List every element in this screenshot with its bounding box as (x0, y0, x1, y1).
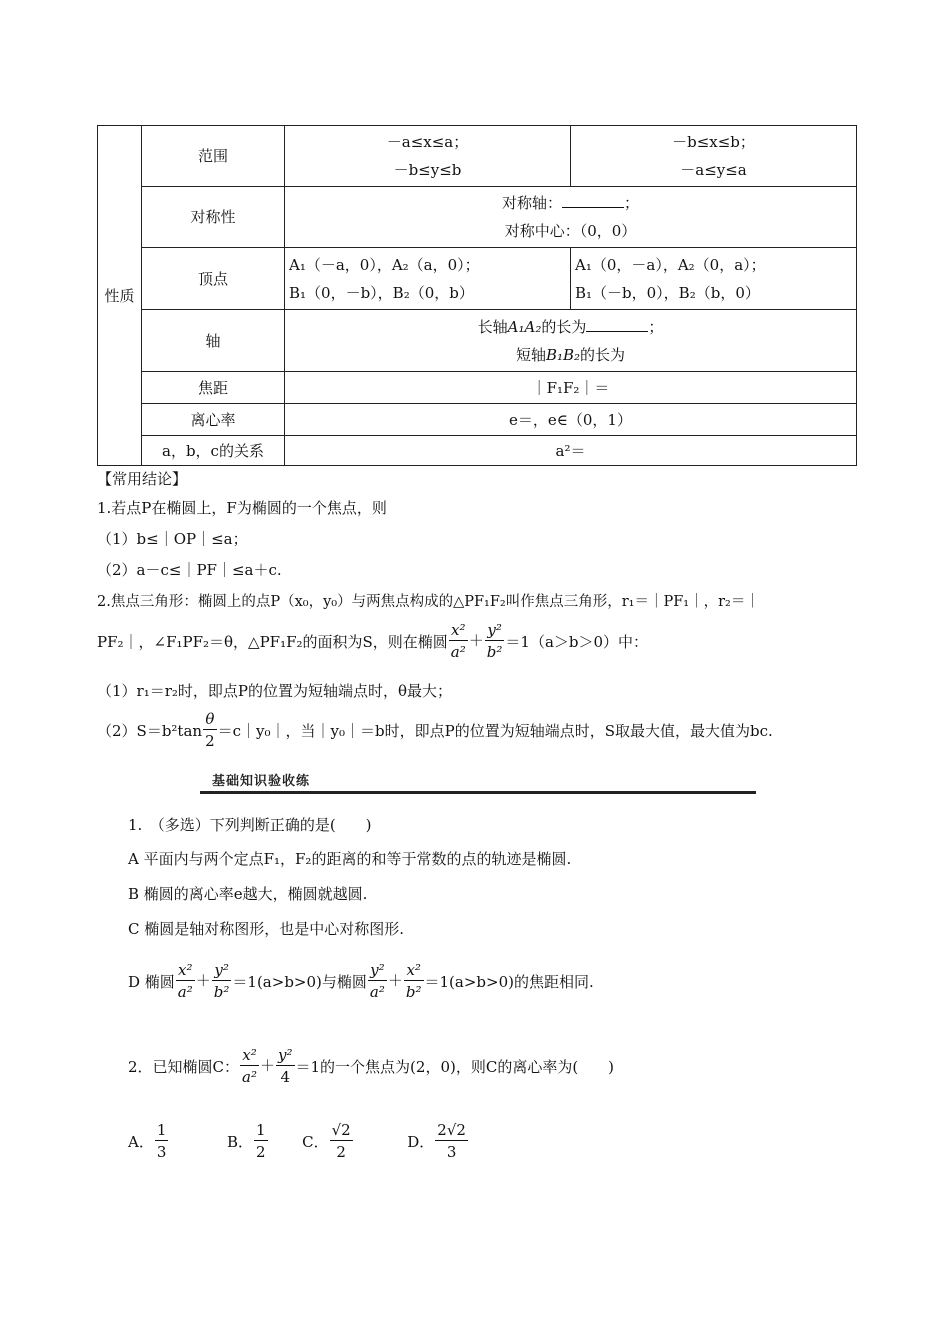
q1-option-d: D 椭圆 $\frac{\text{x²}}{\text{a²}}$ ＋ $\frac{\text{y²}}{\text{b²}}$ ＝1(a>b>0)与椭圆 $\frac{\text{y²}}{\text{a²}}$ ＋ $\frac{\text{x²}}{\text{b²}}$ ＝1(a>b>0)的焦距相同. (128, 961, 594, 1001)
properties-table (97, 125, 857, 466)
q2-option-a-label: A． (128, 1133, 154, 1151)
fraction-theta-2: $\frac{\theta}{2}$ (205, 710, 215, 750)
section-rule (200, 791, 756, 794)
section-banner (200, 770, 756, 794)
q1-option-b: B 椭圆的离心率e越大，椭圆就越圆. (128, 885, 368, 903)
q2-option-a-value: $\frac{1}{3}$ (156, 1121, 167, 1161)
fill-blank (586, 317, 648, 332)
range-left: －a≤x≤a； －b≤y≤b (285, 126, 571, 187)
vertex-left: A₁（－a，0），A₂（a，0）； B₁（0，－b），B₂（0，b） (285, 248, 571, 310)
row-header-properties: 性质 (98, 126, 142, 466)
section-title: 基础知识验收练 (212, 774, 311, 789)
axis-cell: 长轴A₁A₂的长为 ； 短轴B₁B₂的长为 (285, 310, 857, 372)
label-symmetry: 对称性 (142, 187, 285, 248)
fraction-y2-b2: $\frac{\text{y²}}{\text{b²}}$ (486, 621, 503, 661)
label-range: 范围 (142, 126, 285, 187)
conclusion-2-1: （1）r₁＝r₂时，即点P的位置为短轴端点时，θ最大； (97, 682, 453, 700)
q2-options (128, 1120, 469, 1163)
range-right: －b≤x≤b； －a≤y≤a (571, 126, 857, 187)
conclusion-1-1: （1）b≤｜OP｜≤a； (97, 530, 248, 548)
label-eccentricity: 离心率 (142, 404, 285, 436)
q2-option-d-label: D． (407, 1133, 435, 1151)
fill-blank (562, 193, 624, 208)
label-vertex: 顶点 (142, 248, 285, 310)
q2-option-c-value: $\frac{√2}{2}$ (331, 1121, 351, 1161)
q1-option-a: A 平面内与两个定点F₁，F₂的距离的和等于常数的点的轨迹是椭圆. (128, 850, 572, 868)
label-axis: 轴 (142, 310, 285, 372)
label-focal: 焦距 (142, 372, 285, 404)
conclusion-1-2: （2）a－c≤｜PF｜≤a＋c. (97, 561, 282, 579)
q1-option-c: C 椭圆是轴对称图形，也是中心对称图形. (128, 920, 405, 938)
conclusion-2-2: （2）S＝b²tan $\frac{\theta}{2}$ ＝c｜y₀｜，当｜y₀｜＝b时，即点P的位置为短轴端点时，S取最大值，最大值为bc. (97, 710, 773, 750)
conclusions-heading: 【常用结论】 (97, 470, 188, 488)
abc-value: a²＝ (285, 436, 857, 466)
q1-stem: 1. （多选）下列判断正确的是( ) (128, 816, 372, 834)
eccentricity-value: e＝，e∈（0，1） (285, 404, 857, 436)
conclusion-1: 1.若点P在椭圆上，F为椭圆的一个焦点，则 (97, 499, 387, 517)
q2-stem: 2．已知椭圆C： $\frac{\text{x²}}{\text{a²}}$ ＋ $\frac{\text{y²}}{4}$ ＝1的一个焦点为(2，0)，则C的离心率为( ) (128, 1046, 615, 1086)
conclusion-2-line1: 2.焦点三角形：椭圆上的点P（x₀，y₀）与两焦点构成的△PF₁F₂叫作焦点三角形，r₁＝｜PF₁｜，r₂＝｜ (97, 594, 760, 610)
q2-option-c-label: C． (302, 1133, 329, 1151)
q2-option-b-label: B． (226, 1133, 253, 1151)
fraction-x2-a2: $\frac{\text{x²}}{\text{a²}}$ (450, 621, 466, 661)
symmetry-cell: 对称轴： ； 对称中心：（0，0） (285, 187, 857, 248)
conclusion-2-line2: PF₂｜，∠F₁PF₂＝θ，△PF₁F₂的面积为S，则在椭圆 $\frac{\text{x²}}{\text{a²}}$ ＋ $\frac{\text{y²}}{\text{b²}}$ ＝1（a＞b＞0）中： (97, 621, 649, 661)
label-abc: a，b，c的关系 (142, 436, 285, 466)
q2-option-d-value: $\frac{2√2}{3}$ (437, 1121, 466, 1161)
focal-value: ｜F₁F₂｜＝ (285, 372, 857, 404)
q2-option-b-value: $\frac{1}{2}$ (255, 1121, 266, 1161)
vertex-right: A₁（0，－a），A₂（0，a）； B₁（－b，0），B₂（b，0） (571, 248, 857, 310)
